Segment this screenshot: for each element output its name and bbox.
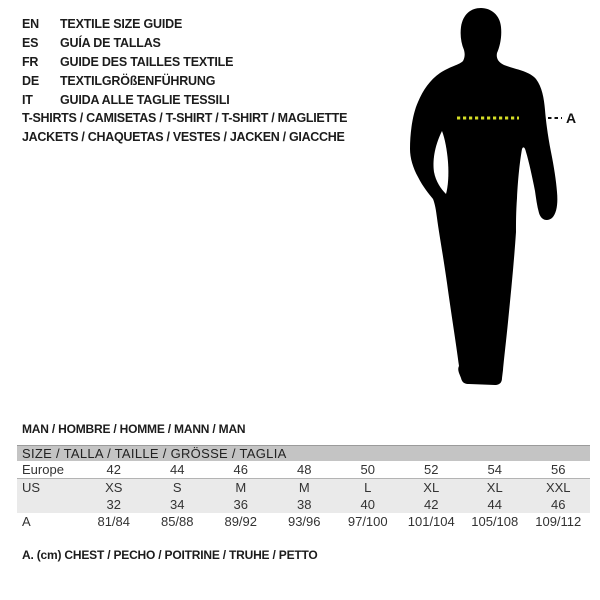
language-list bbox=[22, 15, 233, 110]
man-silhouette-figure bbox=[390, 0, 600, 400]
size-cell: 81/84 bbox=[97, 514, 131, 529]
size-cell: 48 bbox=[297, 462, 312, 477]
size-cell: XXL bbox=[545, 480, 571, 495]
size-cell: 38 bbox=[297, 497, 312, 512]
table-row bbox=[17, 513, 590, 530]
language-title: GUIDA ALLE TAGLIE TESSILI bbox=[60, 93, 230, 107]
language-title: TEXTILE SIZE GUIDE bbox=[60, 17, 183, 31]
size-cell: 105/108 bbox=[471, 514, 519, 529]
size-cell: 97/100 bbox=[347, 514, 388, 529]
language-title: GUIDE DES TAILLES TEXTILE bbox=[60, 55, 234, 69]
figure-panel bbox=[390, 0, 600, 400]
size-cell: M bbox=[235, 480, 247, 495]
language-code: EN bbox=[22, 17, 39, 31]
language-title: TEXTILGRÖßENFÜHRUNG bbox=[60, 74, 216, 88]
size-cell: XL bbox=[423, 480, 440, 495]
language-row bbox=[22, 34, 233, 53]
category-line: JACKETS / CHAQUETAS / VESTES / JACKEN / GIACCHE bbox=[22, 130, 345, 144]
size-cell: 85/88 bbox=[160, 514, 194, 529]
size-table bbox=[17, 445, 590, 530]
size-cell: 42 bbox=[106, 462, 121, 477]
table-row bbox=[17, 478, 590, 496]
language-code: FR bbox=[22, 55, 39, 69]
row-label: A bbox=[22, 514, 31, 529]
size-cell: XS bbox=[105, 480, 123, 495]
size-cell: 50 bbox=[360, 462, 375, 477]
size-cell: 44 bbox=[170, 462, 185, 477]
row-label: Europe bbox=[22, 462, 64, 477]
size-table-body bbox=[17, 461, 590, 530]
category-line: T-SHIRTS / CAMISETAS / T-SHIRT / T-SHIRT / MAGLIETTE bbox=[22, 111, 348, 125]
size-cell: 42 bbox=[424, 497, 439, 512]
size-cell: 34 bbox=[170, 497, 185, 512]
size-cell: 46 bbox=[233, 462, 248, 477]
language-row bbox=[22, 72, 233, 91]
man-silhouette bbox=[410, 8, 557, 385]
size-cell: S bbox=[172, 480, 182, 495]
size-cell: 54 bbox=[487, 462, 502, 477]
size-cell: 44 bbox=[487, 497, 502, 512]
table-row bbox=[17, 496, 590, 513]
row-label: US bbox=[22, 480, 41, 495]
size-cell: 101/104 bbox=[407, 514, 455, 529]
row-label bbox=[17, 496, 82, 513]
size-cell: 109/112 bbox=[535, 514, 582, 529]
size-cell: 52 bbox=[424, 462, 439, 477]
size-table-header: SIZE / TALLA / TAILLE / GRÖSSE / TAGLIA bbox=[17, 445, 590, 461]
language-row bbox=[22, 15, 233, 34]
measurement-footnote: A. (cm) CHEST / PECHO / POITRINE / TRUHE / PETTO bbox=[22, 548, 318, 562]
language-code: ES bbox=[22, 36, 39, 50]
measurement-label-a: A bbox=[566, 110, 577, 126]
size-cell: M bbox=[298, 480, 310, 495]
size-cell: 36 bbox=[233, 497, 248, 512]
size-cell: 46 bbox=[551, 497, 566, 512]
language-code: DE bbox=[22, 74, 39, 88]
size-cell: 93/96 bbox=[287, 514, 321, 529]
section-heading-man: MAN / HOMBRE / HOMME / MANN / MAN bbox=[22, 422, 246, 436]
language-title: GUÍA DE TALLAS bbox=[60, 36, 161, 50]
language-row bbox=[22, 91, 233, 110]
size-cell: XL bbox=[486, 480, 503, 495]
size-cell: 40 bbox=[360, 497, 375, 512]
language-row bbox=[22, 53, 233, 72]
size-cell: 56 bbox=[551, 462, 566, 477]
language-code: IT bbox=[22, 93, 33, 107]
size-cell: L bbox=[364, 480, 372, 495]
size-cell: 32 bbox=[106, 497, 121, 512]
table-row bbox=[17, 461, 590, 478]
category-list bbox=[22, 109, 347, 147]
size-cell: 89/92 bbox=[224, 514, 258, 529]
